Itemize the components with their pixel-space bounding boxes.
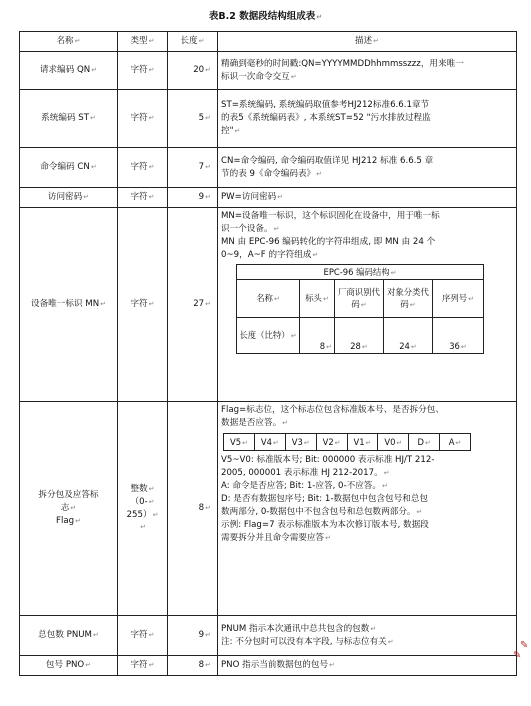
header-name: 名称↵ [20, 32, 118, 52]
table-row [20, 208, 517, 402]
cell-description: MN=设备唯一标识，这个标识固化在设备中，用于唯一标 识一个设备。↵ MN 由 EPC-96 编码转化的字符串组成, 即 MN 由 24 个 0~9，A~F 的字符组成↵ EPC-96 编码结构↵ 名称↵ 标头↵ 厂商识别代码↵ 对象分类代码↵ 序列号↵ 长度（比特）↵ 8↵ 28↵ 24↵ 36↵ [218, 208, 517, 402]
cell-type: 字符↵ [118, 616, 168, 656]
epc-value: 36↵ [433, 317, 484, 353]
cell-description: PW=访问密码↵ [218, 188, 517, 208]
cell-length: 27↵ [168, 208, 218, 402]
epc-header: 厂商识别代码↵ [335, 279, 384, 317]
cell-description: Flag=标志位，这个标志位包含标准版本号、是否拆分包、 数据是否应答。↵ V5↵ V4↵ V3↵ V2↵ V1↵ V0↵ D↵ A↵ V5~V0: 标准版本号; Bit: 000000 表示标准 HJ/T 212- 2005, 000001 表示标准 HJ 212-2017。↵ A: 命令是否应答; Bit: 1-应答, 0-不应答。↵ D: 是否有数据包序号; Bit: 1-数据包中包含包号和总包 数两部分, 0-数据包中不包含包号和总包数两部分。↵ 示例: Flag=7 表示标准版本为本次修订版本号, 数据段 需要拆分并且命令需要应答↵ [218, 402, 517, 616]
flag-bit: V4↵ [254, 433, 285, 451]
cell-name: 包号 PNO↵ [20, 656, 118, 676]
header-type: 类型↵ [118, 32, 168, 52]
cell-type: 字符↵ [118, 188, 168, 208]
table-header-row [20, 32, 517, 52]
cell-type: 字符↵ [118, 52, 168, 90]
table-row [20, 90, 517, 148]
cell-length: 9↵ [168, 616, 218, 656]
table-row [20, 148, 517, 188]
epc-header: 标头↵ [300, 279, 335, 317]
table-row [20, 402, 517, 616]
table-row [20, 616, 517, 656]
data-segment-table [19, 31, 517, 676]
epc-header: 对象分类代码↵ [384, 279, 433, 317]
flag-bit: D↵ [409, 433, 440, 451]
header-description: 描述↵ [218, 32, 517, 52]
revision-marker-icon: ✎ [513, 650, 522, 661]
header-length: 长度↵ [168, 32, 218, 52]
cell-name: 拆分包及应答标 志↵ Flag↵ [20, 402, 118, 616]
cell-length: 7↵ [168, 148, 218, 188]
flag-bit: V1↵ [347, 433, 378, 451]
cell-length: 5↵ [168, 90, 218, 148]
cell-type: 字符↵ [118, 90, 168, 148]
flag-bit: V5↵ [224, 433, 255, 451]
cell-description: ST=系统编码, 系统编码取值参考HJ212标准6.6.1章节 的表5《系统编码表》, 本系统ST=52 "污水排放过程监 控"↵ [218, 90, 517, 148]
cell-length: 8↵ [168, 656, 218, 676]
cell-type: 字符↵ [118, 656, 168, 676]
revision-marker-icon: ✎ [520, 640, 529, 651]
cell-name: 设备唯一标识 MN↵ [20, 208, 118, 402]
epc-row-label: 长度（比特）↵ [237, 317, 300, 353]
cell-type: 整数↵ （0-↵ 255）↵ ↵ [118, 402, 168, 616]
cell-length: 8↵ [168, 402, 218, 616]
cell-length: 20↵ [168, 52, 218, 90]
table-row [20, 52, 517, 90]
cell-type: 字符↵ [118, 148, 168, 188]
epc-title: EPC-96 编码结构↵ [237, 264, 484, 279]
cell-description: PNUM 指示本次通讯中总共包含的包数↵ 注: 不分包时可以没有本字段, 与标志位有关↵ [218, 616, 517, 656]
cell-description: 精确到毫秒的时间戳:QN=YYYYMMDDhhmmsszzz，用来唯一 标识一次命令交互↵ [218, 52, 517, 90]
table-row [20, 656, 517, 676]
cell-type: 字符↵ [118, 208, 168, 402]
epc-header: 名称↵ [237, 279, 300, 317]
cell-name: 总包数 PNUM↵ [20, 616, 118, 656]
epc-header: 序列号↵ [433, 279, 484, 317]
flag-bits-table [223, 433, 471, 452]
cell-length: 9↵ [168, 188, 218, 208]
cell-name: 系统编码 ST↵ [20, 90, 118, 148]
epc-structure-table [236, 264, 484, 354]
flag-bit: V3↵ [285, 433, 316, 451]
cell-description: CN=命令编码, 命令编码取值详见 HJ212 标准 6.6.5 章 节的表 9《命令编码表》↵ [218, 148, 517, 188]
table-row [20, 188, 517, 208]
cell-description: PNO 指示当前数据包的包号↵ [218, 656, 517, 676]
epc-value: 8↵ [300, 317, 335, 353]
epc-value: 24↵ [384, 317, 433, 353]
table-caption: 表B.2 数据段结构组成表↵ [208, 11, 323, 22]
flag-bit: A↵ [440, 433, 471, 451]
cell-name: 命令编码 CN↵ [20, 148, 118, 188]
flag-bit: V2↵ [316, 433, 347, 451]
cell-name: 访问密码↵ [20, 188, 118, 208]
epc-value: 28↵ [335, 317, 384, 353]
flag-bit: V0↵ [378, 433, 409, 451]
cell-name: 请求编码 QN↵ [20, 52, 118, 90]
